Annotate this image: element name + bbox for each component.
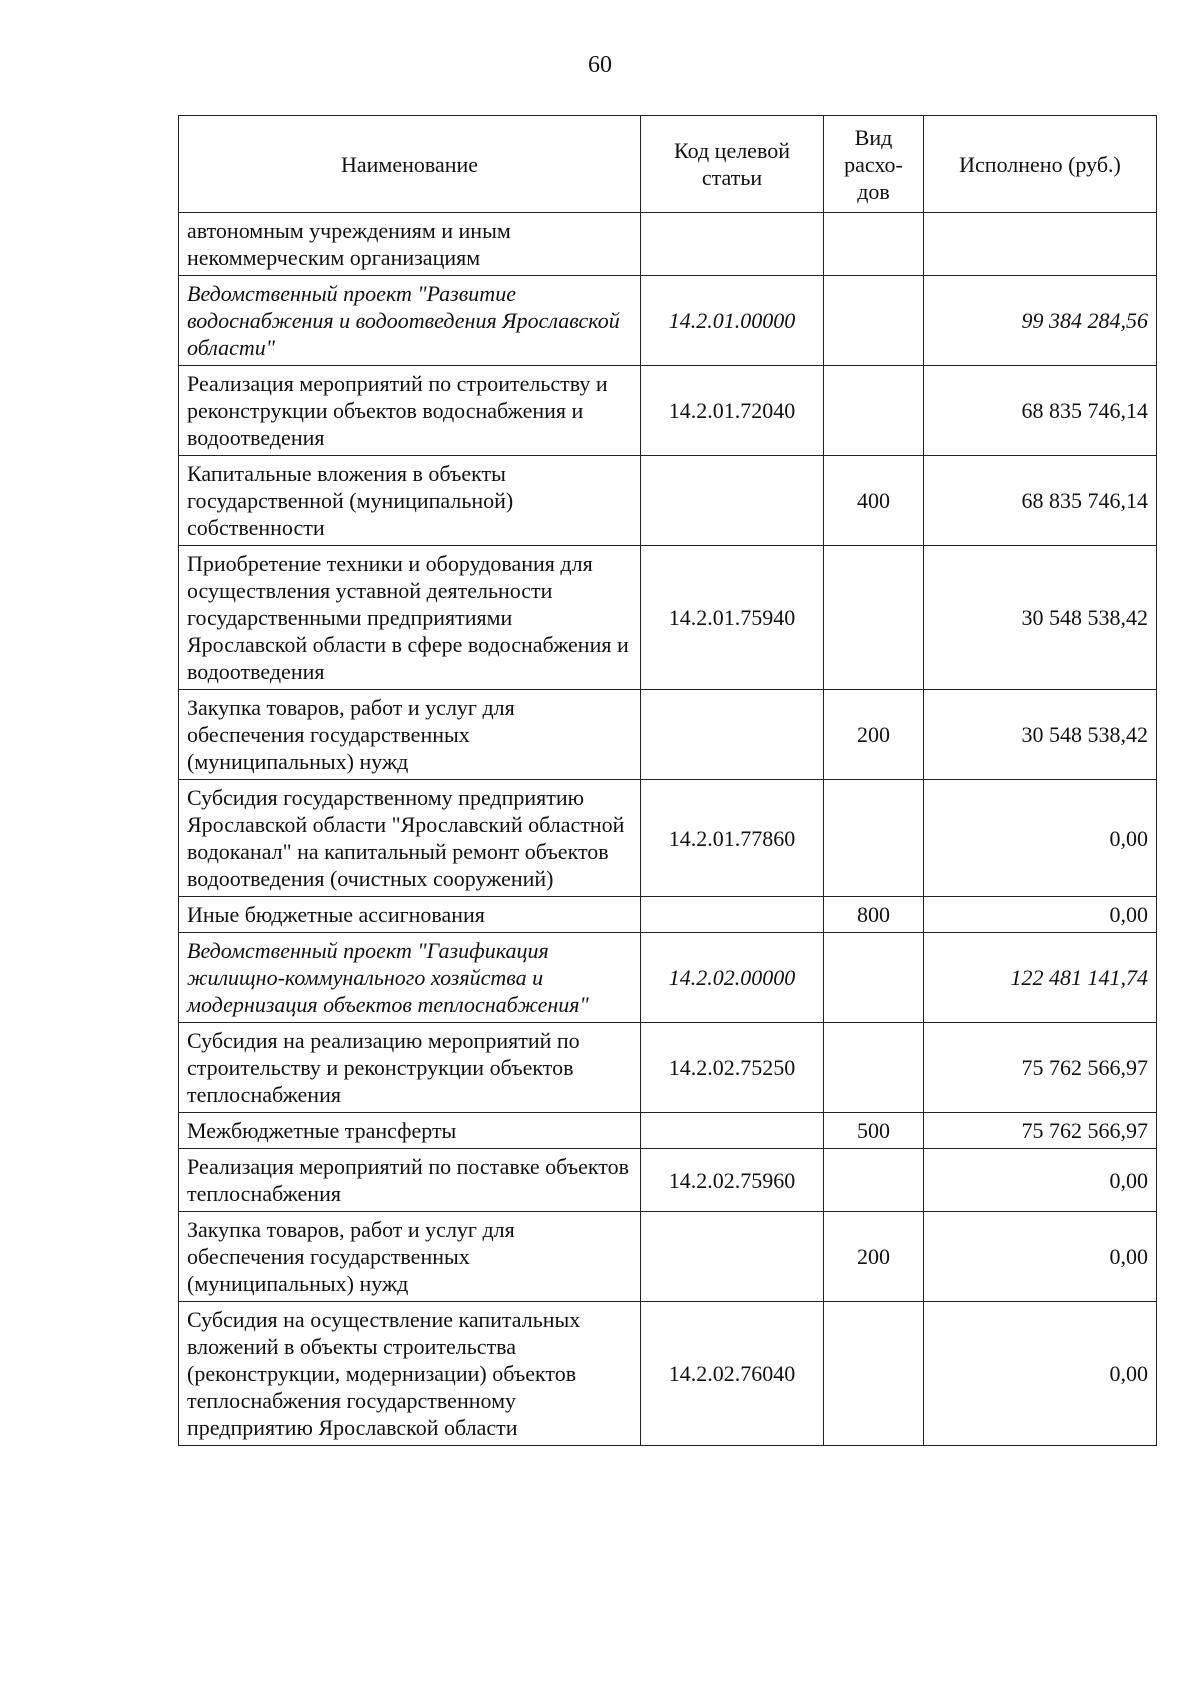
table-row [179, 933, 1157, 1023]
row-amount: 0,00 [924, 1149, 1157, 1212]
row-code [641, 213, 824, 276]
table-row [179, 546, 1157, 690]
page-number: 60 [588, 52, 612, 78]
row-amount: 75 762 566,97 [924, 1023, 1157, 1113]
row-amount: 30 548 538,42 [924, 690, 1157, 780]
row-amount: 68 835 746,14 [924, 456, 1157, 546]
row-type: 800 [824, 897, 924, 933]
row-code: 14.2.01.77860 [641, 780, 824, 897]
row-amount: 99 384 284,56 [924, 276, 1157, 366]
row-name: Ведомственный проект "Газификация жилищно-коммунального хозяйства и модернизация объектов теплоснабжения" [179, 933, 641, 1023]
table-row [179, 456, 1157, 546]
row-code [641, 690, 824, 780]
row-amount: 0,00 [924, 897, 1157, 933]
table-row [179, 1113, 1157, 1149]
table-row [179, 366, 1157, 456]
row-name: Ведомственный проект "Развитие водоснабжения и водоотведения Ярославской области" [179, 276, 641, 366]
row-code [641, 456, 824, 546]
row-code: 14.2.01.72040 [641, 366, 824, 456]
row-type [824, 1149, 924, 1212]
row-name: автономным учреждениям и иным некоммерческим организациям [179, 213, 641, 276]
row-name: Субсидия на реализацию мероприятий по строительству и реконструкции объектов теплоснабжения [179, 1023, 641, 1113]
row-type [824, 780, 924, 897]
row-code [641, 897, 824, 933]
row-name: Закупка товаров, работ и услуг для обеспечения государственных (муниципальных) нужд [179, 690, 641, 780]
row-type [824, 276, 924, 366]
row-type [824, 366, 924, 456]
row-code: 14.2.02.75960 [641, 1149, 824, 1212]
row-amount [924, 213, 1157, 276]
row-name: Реализация мероприятий по поставке объектов теплоснабжения [179, 1149, 641, 1212]
row-type [824, 1302, 924, 1446]
row-amount: 68 835 746,14 [924, 366, 1157, 456]
row-type [824, 933, 924, 1023]
row-type [824, 546, 924, 690]
row-amount: 30 548 538,42 [924, 546, 1157, 690]
header-name: Наименование [179, 116, 641, 213]
row-name: Межбюджетные трансферты [179, 1113, 641, 1149]
row-name: Реализация мероприятий по строительству и реконструкции объектов водоснабжения и водоотведения [179, 366, 641, 456]
row-type: 500 [824, 1113, 924, 1149]
row-code: 14.2.02.76040 [641, 1302, 824, 1446]
table-body [179, 213, 1157, 1446]
row-type: 200 [824, 1212, 924, 1302]
table-row [179, 690, 1157, 780]
row-type: 200 [824, 690, 924, 780]
row-name: Капитальные вложения в объекты государственной (муниципальной) собственности [179, 456, 641, 546]
table-row [179, 780, 1157, 897]
budget-table [178, 115, 1157, 1446]
header-code: Код целевой статьи [641, 116, 824, 213]
row-name: Приобретение техники и оборудования для осуществления уставной деятельности государственными предприятиями Ярославской области в сфере водоснабжения и водоотведения [179, 546, 641, 690]
row-type [824, 213, 924, 276]
row-name: Субсидия государственному предприятию Ярославской области "Ярославский областной водоканал" на капитальный ремонт объектов водоотведения (очистных сооружений) [179, 780, 641, 897]
row-name: Закупка товаров, работ и услуг для обеспечения государственных (муниципальных) нужд [179, 1212, 641, 1302]
row-name: Иные бюджетные ассигнования [179, 897, 641, 933]
row-code: 14.2.01.00000 [641, 276, 824, 366]
row-name: Субсидия на осуществление капитальных вложений в объекты строительства (реконструкции, модернизации) объектов теплоснабжения государственному предприятию Ярославской области [179, 1302, 641, 1446]
table-row [179, 1023, 1157, 1113]
row-amount: 75 762 566,97 [924, 1113, 1157, 1149]
row-amount: 0,00 [924, 780, 1157, 897]
table-header-row [179, 116, 1157, 213]
row-amount: 122 481 141,74 [924, 933, 1157, 1023]
table-row [179, 1212, 1157, 1302]
table-row [179, 276, 1157, 366]
table-row [179, 213, 1157, 276]
row-code [641, 1212, 824, 1302]
table-row [179, 1149, 1157, 1212]
header-amount: Исполнено (руб.) [924, 116, 1157, 213]
row-code: 14.2.02.75250 [641, 1023, 824, 1113]
row-code: 14.2.01.75940 [641, 546, 824, 690]
row-code [641, 1113, 824, 1149]
table-row [179, 897, 1157, 933]
row-type [824, 1023, 924, 1113]
row-code: 14.2.02.00000 [641, 933, 824, 1023]
row-type: 400 [824, 456, 924, 546]
row-amount: 0,00 [924, 1302, 1157, 1446]
row-amount: 0,00 [924, 1212, 1157, 1302]
table-row [179, 1302, 1157, 1446]
header-type: Вид расхо-дов [824, 116, 924, 213]
